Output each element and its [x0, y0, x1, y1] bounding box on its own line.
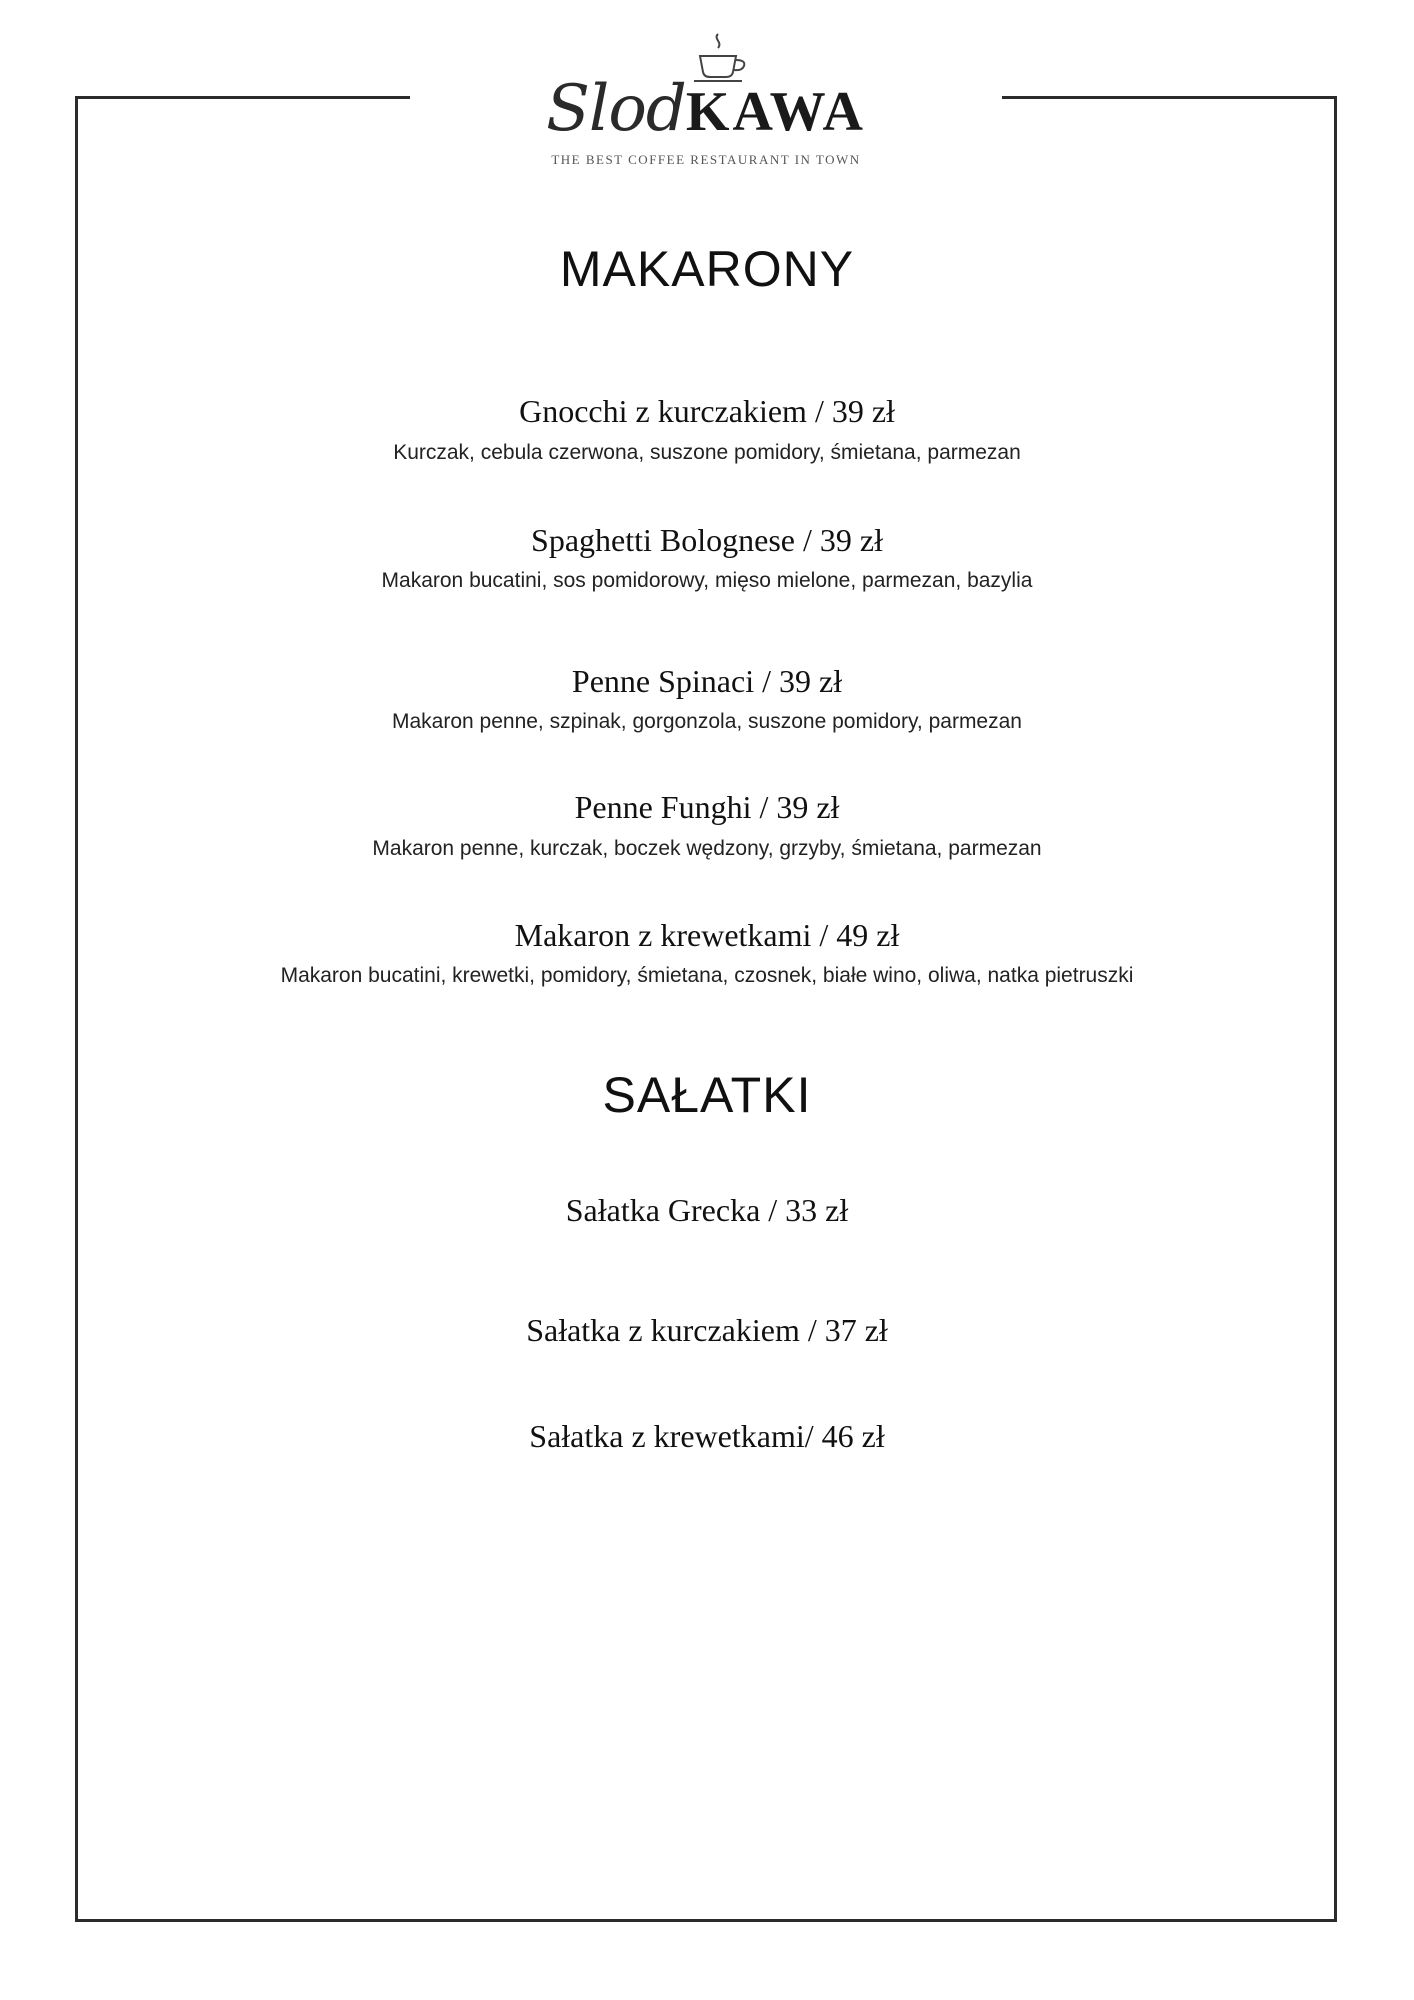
logo — [410, 30, 1002, 210]
menu-item-name: Sałatka z kurczakiem / 37 zł — [526, 1312, 888, 1348]
menu-item-name: Penne Spinaci / 39 zł — [571, 663, 843, 699]
menu-border-frame — [75, 96, 1337, 1922]
logo-wordmark — [410, 72, 1002, 146]
menu-item-name: Gnocchi z kurczakiem / 39 zł — [519, 393, 895, 429]
menu-item-name: Makaron z krewetkami / 49 zł — [514, 917, 900, 953]
menu-item-description: Makaron bucatini, krewetki, pomidory, śmietana, czosnek, białe wino, oliwa, natka pietruszki — [280, 964, 1134, 987]
menu-item-name: Sałatka z krewetkami/ 46 zł — [529, 1418, 885, 1454]
menu-item-name: Penne Funghi / 39 zł — [574, 789, 840, 825]
section-title-makarony: MAKARONY — [559, 241, 855, 297]
logo-script-text: Slod — [546, 72, 686, 146]
menu-item-description: Makaron bucatini, sos pomidorowy, mięso mielone, parmezan, bazylia — [381, 569, 1033, 592]
logo-brand-text: KAWA — [685, 81, 866, 143]
menu-item-description: Kurczak, cebula czerwona, suszone pomidory, śmietana, parmezan — [393, 441, 1021, 464]
menu-item-description: Makaron penne, kurczak, boczek wędzony, grzyby, śmietana, parmezan — [372, 837, 1042, 860]
menu-item-name: Spaghetti Bolognese / 39 zł — [531, 522, 883, 558]
section-title-salatki: SAŁATKI — [602, 1067, 812, 1123]
logo-tagline: THE BEST COFFEE RESTAURANT IN TOWN — [551, 152, 861, 167]
menu-item-name: Sałatka Grecka / 33 zł — [565, 1192, 849, 1228]
menu-item-description: Makaron penne, szpinak, gorgonzola, suszone pomidory, parmezan — [392, 710, 1022, 733]
